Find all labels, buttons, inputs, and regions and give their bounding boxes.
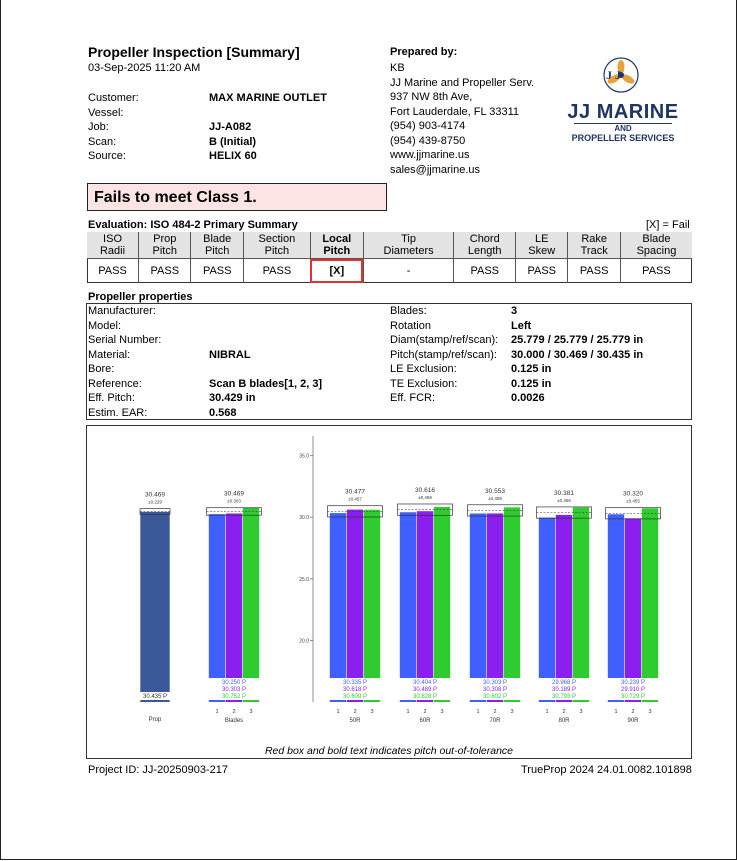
bar-value-label: 30.189 P <box>551 687 577 693</box>
chart-group <box>328 489 383 724</box>
properties-title: Propeller properties <box>88 291 193 303</box>
prop-value <box>209 319 322 334</box>
prepared-line: (954) 439-8750 <box>390 134 466 147</box>
header-labels <box>88 91 139 164</box>
group-label: Blades <box>224 718 244 724</box>
prop-label: Pitch(stamp/ref/scan): <box>390 348 497 361</box>
blade-tick-label: 1 <box>336 709 340 715</box>
pitch-bar <box>364 510 380 702</box>
evaluation-title: Evaluation: ISO 484-2 Primary Summary <box>88 219 298 231</box>
chart-group <box>207 491 262 724</box>
bar-value-label: 29.910 P <box>620 687 646 693</box>
blade-tick-label: 3 <box>579 709 583 715</box>
bar-value-label: 30.239 P <box>620 680 646 686</box>
y-tick-label: 25.0 <box>299 576 309 583</box>
eval-result: PASS <box>191 259 243 284</box>
tolerance-label: ±0.459 <box>418 494 432 500</box>
prepared-heading: Prepared by: <box>390 46 458 58</box>
project-id: Project ID: JJ-20250903-217 <box>88 764 229 776</box>
bar-value-label: 30.308 P <box>482 687 508 693</box>
blade-tick-label: 2 <box>423 709 427 715</box>
header-value <box>209 106 327 121</box>
properties-left-labels <box>88 304 161 420</box>
chart-group <box>398 487 453 724</box>
header-label: Scan: <box>88 135 117 148</box>
eval-header: ISO Radii <box>87 232 139 259</box>
chart-group <box>606 491 661 724</box>
blade-tick-label: 1 <box>476 709 480 715</box>
properties-right-labels <box>390 304 498 406</box>
eval-header: Tip Diameters <box>363 232 454 259</box>
prop-label: Rotation <box>390 319 431 332</box>
prop-label: Blades: <box>390 305 427 317</box>
group-label: 50R <box>349 718 361 724</box>
y-tick-label: 35.0 <box>299 453 309 460</box>
pitch-bar <box>209 514 225 702</box>
eval-result: PASS <box>243 259 310 284</box>
chart-caption: Red box and bold text indicates pitch out-of-tolerance <box>264 745 514 757</box>
blade-tick-label: 3 <box>648 709 652 715</box>
tolerance-label: ±0.303 <box>227 498 241 504</box>
reference-label: 30.553 <box>485 487 505 495</box>
prop-label: Bore: <box>88 363 115 375</box>
eval-result: - <box>363 259 454 284</box>
prepared-line: www.jjmarine.us <box>390 149 470 161</box>
prop-value <box>209 304 322 319</box>
blade-tick-label: 2 <box>232 709 236 715</box>
pitch-bar <box>140 512 169 702</box>
prop-value: Left <box>511 319 532 332</box>
blade-tick-label: 2 <box>493 709 497 715</box>
bar-value-label: 30.729 P <box>620 694 646 700</box>
prop-label: Model: <box>88 319 122 332</box>
logo-mark: J J <box>606 68 621 82</box>
properties-left-values <box>209 304 322 420</box>
prop-value: 0.0026 <box>511 392 545 404</box>
company-logo-text <box>560 101 686 144</box>
eval-header: LE Skew <box>516 232 568 259</box>
eval-result: PASS <box>98 265 127 277</box>
prepared-line: 937 NW 8th Ave, <box>390 91 473 103</box>
eval-header: Chord Length <box>454 232 516 259</box>
group-label: 90R <box>627 718 639 724</box>
prop-value <box>209 362 322 377</box>
bar-value-label: 30.489 P <box>412 687 438 693</box>
group-label: Prop <box>148 717 162 723</box>
tolerance-label: ±0.457 <box>348 496 362 502</box>
blade-tick-label: 1 <box>215 709 219 715</box>
blade-tick-label: 3 <box>440 709 444 715</box>
evaluation-legend: [X] = Fail <box>646 219 690 231</box>
y-tick-label: 30.0 <box>299 515 309 522</box>
chart-group <box>468 488 523 724</box>
eval-header: Prop Pitch <box>139 232 191 259</box>
pitch-bar <box>243 508 259 702</box>
tolerance-label: ±0.456 <box>557 497 571 503</box>
chart-group <box>139 492 171 723</box>
software-version: TrueProp 2024 24.01.0082.101898 <box>521 764 692 776</box>
blade-tick-label: 3 <box>510 709 514 715</box>
evaluation-table <box>87 232 692 283</box>
bar-value-label: 30.802 P <box>482 694 508 700</box>
pitch-bar <box>625 518 641 702</box>
prepared-line: KB <box>390 62 405 74</box>
prop-label: Reference: <box>88 377 142 390</box>
bar-value-label: 30.618 P <box>342 687 368 693</box>
tolerance-label: ±0.229 <box>148 499 162 505</box>
prop-label: LE Exclusion: <box>390 363 457 375</box>
pitch-bar <box>400 512 416 702</box>
evaluation-result-row <box>87 259 692 284</box>
eval-result: PASS <box>620 259 692 284</box>
properties-right-values <box>511 304 643 406</box>
header-label: Vessel: <box>88 106 124 119</box>
prop-label: Serial Number: <box>88 334 162 346</box>
pitch-bar <box>226 513 242 702</box>
pitch-bar <box>573 507 589 702</box>
eval-header: Local Pitch <box>310 232 363 259</box>
pitch-bar <box>470 513 486 702</box>
pitch-bar <box>434 507 450 702</box>
prop-label: Material: <box>88 348 131 361</box>
bar-value-label: 30.609 P <box>342 694 368 700</box>
eval-header: Blade Spacing <box>620 232 692 259</box>
bar-value-label: 29.968 P <box>551 680 577 686</box>
header-values <box>209 91 327 164</box>
eval-result: PASS <box>139 259 191 284</box>
reference-label: 30.320 <box>623 490 643 498</box>
pitch-bar <box>642 508 658 702</box>
header-value: HELIX 60 <box>209 150 257 162</box>
prop-label: TE Exclusion: <box>390 377 458 390</box>
bar-value-label: 30.303 P <box>221 687 247 693</box>
prepared-line: sales@jjmarine.us <box>390 163 481 176</box>
evaluation-header-row <box>87 232 692 259</box>
prop-label: Manufacturer: <box>88 305 156 317</box>
report-datetime: 03-Sep-2025 11:20 AM <box>88 62 201 74</box>
report-title: Propeller Inspection [Summary] <box>88 44 300 60</box>
header-value: B (Initial) <box>209 135 257 148</box>
prop-value <box>209 333 322 348</box>
group-label: 60R <box>419 718 431 724</box>
reference-label: 30.477 <box>345 488 365 496</box>
logo-line1: JJ MARINE <box>567 101 679 123</box>
eval-header: Section Pitch <box>243 232 310 259</box>
company-logo-icon <box>601 55 641 95</box>
blade-tick-label: 3 <box>370 709 374 715</box>
reference-label: 30.469 <box>224 490 244 498</box>
prop-value: 30.429 in <box>209 392 256 404</box>
reference-label: 30.616 <box>415 486 435 494</box>
pitch-bar <box>539 518 555 702</box>
reference-label: 30.381 <box>554 489 574 497</box>
bar-value-label: 30.752 P <box>221 694 247 700</box>
bar-value-label: 30.250 P <box>221 680 247 686</box>
logo-line3: PROPELLER SERVICES <box>571 133 675 143</box>
blade-tick-label: 2 <box>562 709 566 715</box>
blade-tick-label: 1 <box>614 709 618 715</box>
pitch-bar <box>504 507 520 702</box>
reference-label: 30.469 <box>145 491 165 499</box>
blade-tick-label: 1 <box>406 709 410 715</box>
pitch-bar <box>608 514 624 702</box>
eval-result: PASS <box>454 259 516 284</box>
eval-result: PASS <box>568 259 620 284</box>
pitch-bar <box>330 513 346 702</box>
prop-value: 0.125 in <box>511 363 552 375</box>
prepared-lines <box>390 61 534 177</box>
header-label: Customer: <box>88 92 139 104</box>
bar-value-label: 30.335 P <box>342 680 368 686</box>
tolerance-label: ±0.458 <box>488 495 502 501</box>
prop-value: 30.000 / 30.469 / 30.435 in <box>511 348 644 361</box>
blade-tick-label: 1 <box>545 709 549 715</box>
blade-tick-label: 2 <box>353 709 357 715</box>
prop-label: Eff. Pitch: <box>88 392 135 404</box>
prop-value: Scan B blades[1, 2, 3] <box>209 377 323 390</box>
header-label: Job: <box>88 121 109 133</box>
logo-line2: AND <box>574 123 672 133</box>
blade-tick-label: 2 <box>631 709 635 715</box>
bar-value-label: 30.303 P <box>482 680 508 686</box>
bar-value-label: 30.793 P <box>551 694 577 700</box>
y-tick-label: 20.0 <box>299 638 309 645</box>
prop-label: Eff. FCR: <box>390 392 436 404</box>
header-label: Source: <box>88 150 126 162</box>
eval-header: Blade Pitch <box>191 232 243 259</box>
group-label: 70R <box>489 718 501 724</box>
eval-result: PASS <box>516 259 568 284</box>
prepared-line: Fort Lauderdale, FL 33311 <box>390 105 520 118</box>
pitch-chart <box>87 426 691 758</box>
prop-value: NIBRAL <box>209 348 251 361</box>
header-value: JJ-A082 <box>209 121 252 133</box>
pitch-bar <box>347 510 363 702</box>
prop-value: 25.779 / 25.779 / 25.779 in <box>511 334 644 346</box>
prop-value: 0.125 in <box>511 377 552 390</box>
prop-value: 3 <box>511 305 518 317</box>
prop-label: Estim. EAR: <box>88 406 148 419</box>
fail-banner: Fails to meet Class 1. <box>87 183 387 211</box>
pitch-bar <box>556 515 572 702</box>
bar-value-label: 30.828 P <box>412 694 438 700</box>
bar-value-label: 30.435 P <box>142 694 168 700</box>
eval-result-fail: [X] <box>310 259 363 284</box>
prepared-line: JJ Marine and Propeller Serv. <box>390 76 535 89</box>
chart-group <box>537 490 592 724</box>
pitch-bar <box>487 513 503 702</box>
eval-header: Rake Track <box>568 232 620 259</box>
prepared-line: (954) 903-4174 <box>390 120 466 132</box>
header-value: MAX MARINE OUTLET <box>209 92 327 104</box>
prop-value: 0.568 <box>209 406 237 419</box>
pitch-bar <box>417 511 433 702</box>
group-label: 80R <box>558 718 570 724</box>
blade-tick-label: 3 <box>249 709 253 715</box>
tolerance-label: ±0.455 <box>626 498 640 504</box>
prop-label: Diam(stamp/ref/scan): <box>390 334 499 346</box>
bar-value-label: 30.404 P <box>412 680 438 686</box>
